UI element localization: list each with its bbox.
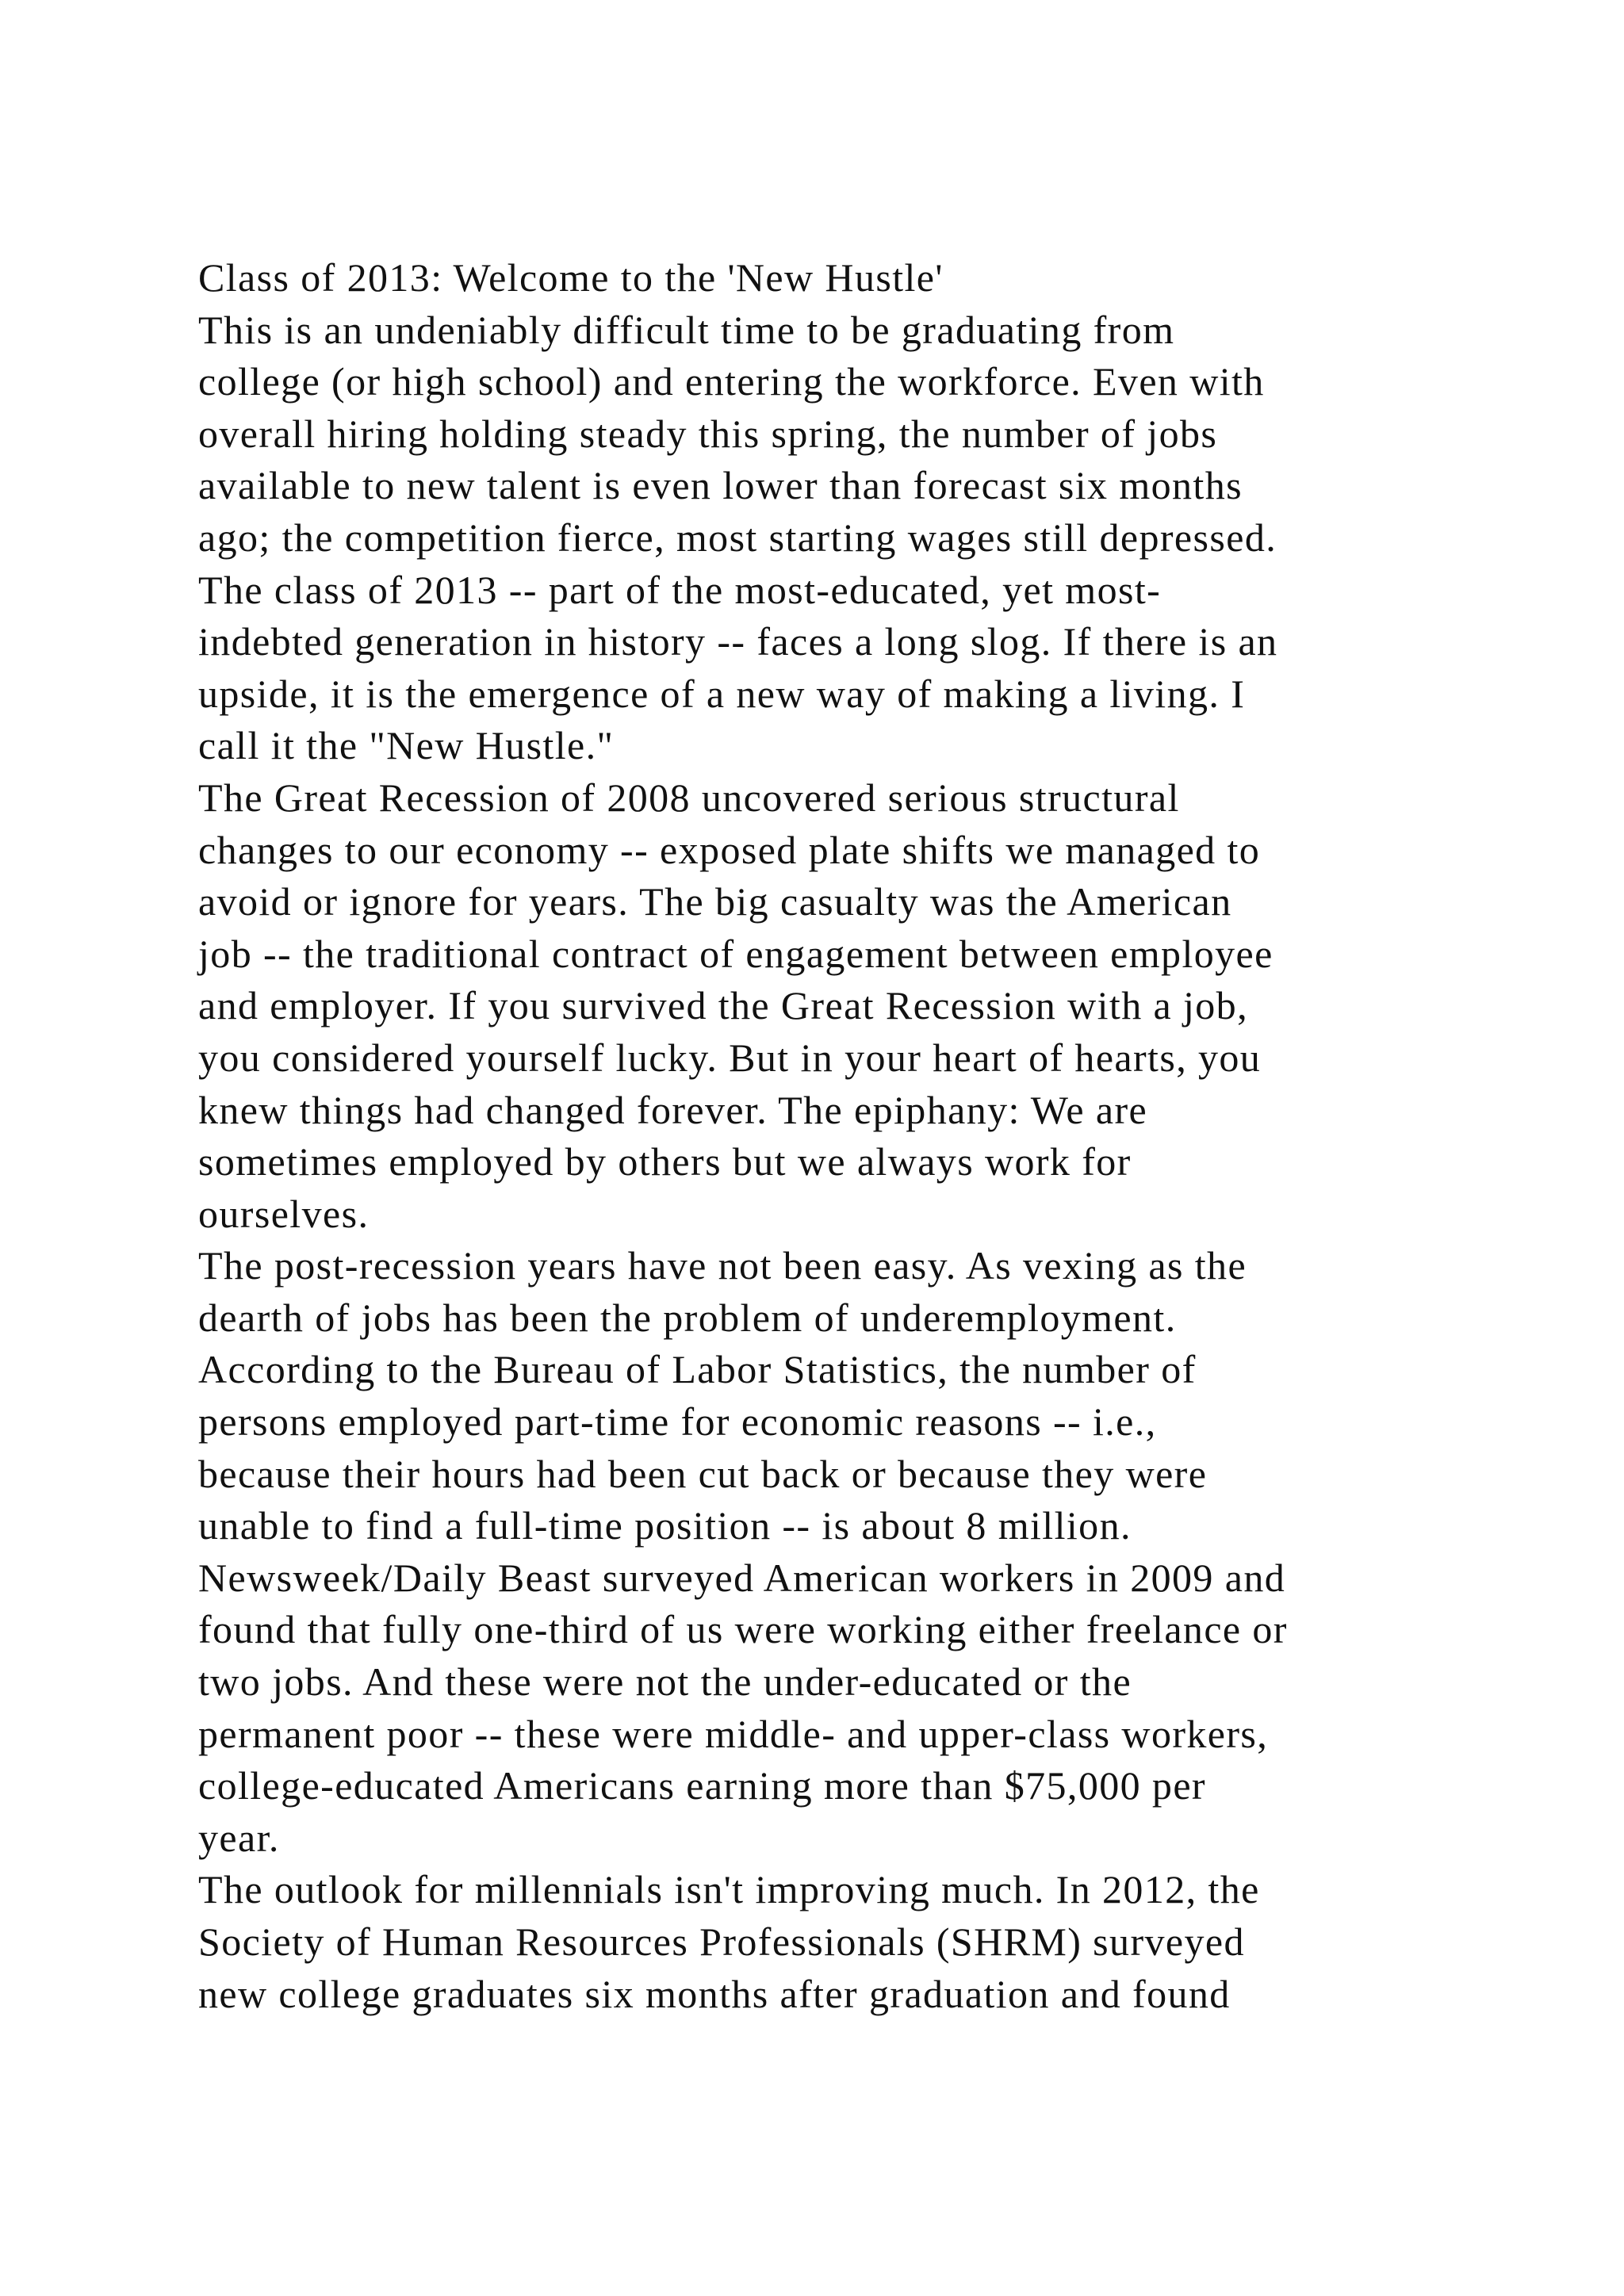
text-line: found that fully one-third of us were working either freelance or [198, 1607, 1288, 1652]
text-line: The outlook for millennials isn't improving much. In 2012, the [198, 1867, 1260, 1912]
text-line: persons employed part-time for economic reasons -- i.e., [198, 1399, 1157, 1445]
text-line: changes to our economy -- exposed plate shifts we managed to [198, 827, 1261, 872]
text-line: permanent poor -- these were middle- and upper-class workers, [198, 1711, 1269, 1756]
text-line: ago; the competition fierce, most starting wages still depressed. [198, 515, 1277, 560]
text-line: job -- the traditional contract of engagement between employee [198, 931, 1274, 976]
text-line: This is an undeniably difficult time to be graduating from [198, 307, 1175, 352]
text-line: you considered yourself lucky. But in your heart of hearts, you [198, 1035, 1262, 1080]
text-line: Newsweek/Daily Beast surveyed American workers in 2009 and [198, 1555, 1286, 1600]
text-line: available to new talent is even lower than forecast six months [198, 463, 1243, 508]
text-line: two jobs. And these were not the under-educated or the [198, 1659, 1132, 1705]
text-line: year. [198, 1815, 280, 1860]
text-line: upside, it is the emergence of a new way of making a living. I [198, 671, 1246, 716]
text-line: college-educated Americans earning more than $75,000 per [198, 1763, 1206, 1808]
article-body [198, 252, 1435, 2020]
text-line: The Great Recession of 2008 uncovered serious structural [198, 775, 1180, 820]
text-line: The post-recession years have not been easy. As vexing as the [198, 1243, 1247, 1288]
text-line: According to the Bureau of Labor Statistics, the number of [198, 1347, 1197, 1392]
text-line: call it the "New Hustle." [198, 723, 615, 768]
text-line: and employer. If you survived the Great Recession with a job, [198, 983, 1248, 1028]
text-line: The class of 2013 -- part of the most-educated, yet most- [198, 567, 1162, 612]
text-line: avoid or ignore for years. The big casualty was the American [198, 879, 1232, 924]
text-line: new college graduates six months after graduation and found [198, 1971, 1231, 2016]
text-line: indebted generation in history -- faces a long slog. If there is an [198, 619, 1278, 664]
text-line: ourselves. [198, 1191, 370, 1236]
text-line: sometimes employed by others but we always work for [198, 1139, 1132, 1184]
text-line: college (or high school) and entering the workforce. Even with [198, 359, 1265, 404]
text-line: overall hiring holding steady this spring, the number of jobs [198, 411, 1218, 456]
text-line: Society of Human Resources Professionals (SHRM) surveyed [198, 1919, 1245, 1964]
text-line: unable to find a full-time position -- is about 8 million. [198, 1503, 1132, 1548]
article-title: Class of 2013: Welcome to the 'New Hustle' [198, 255, 944, 300]
text-line: knew things had changed forever. The epiphany: We are [198, 1087, 1148, 1132]
text-line: because their hours had been cut back or because they were [198, 1451, 1208, 1496]
text-line: dearth of jobs has been the problem of underemployment. [198, 1295, 1177, 1340]
